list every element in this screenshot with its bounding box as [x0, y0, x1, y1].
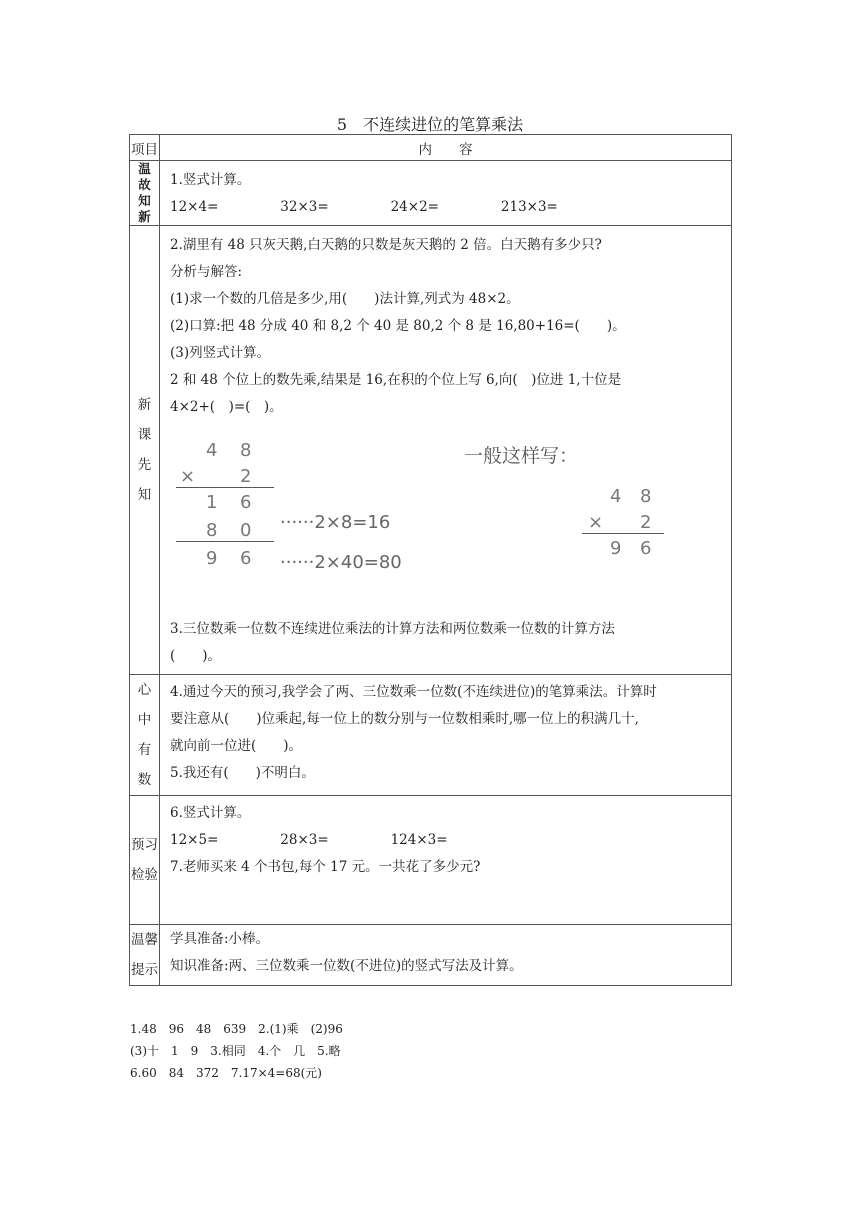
preview-label: 新 课 先 知 — [130, 226, 160, 675]
review-label: 温 故 知 新 — [130, 161, 160, 226]
reflect-row — [130, 675, 732, 796]
q3-blank: ( )。 — [170, 648, 222, 664]
answer-line: 6.60 84 372 7.17×4=68(元) — [130, 1066, 322, 1080]
rule-line — [176, 541, 274, 542]
digit: 0 — [240, 520, 252, 541]
tips-content — [160, 925, 732, 986]
digit: 4 — [610, 486, 622, 507]
q1-items — [170, 194, 725, 221]
check-content — [160, 796, 732, 925]
q4-line3: 就向前一位进( )。 — [170, 738, 303, 754]
q1-title: 1.竖式计算。 — [170, 172, 251, 188]
tools-prep: 学具准备:小棒。 — [170, 931, 270, 947]
digit: 6 — [240, 492, 252, 513]
page-title: 5 不连续进位的笔算乘法 — [336, 115, 524, 134]
tips-label: 温馨 提示 — [130, 925, 160, 986]
table-header-row — [130, 135, 732, 161]
rule-line — [176, 487, 274, 488]
q4-line1: 4.通过今天的预习,我学会了两、三位数乘一位数(不连续进位)的笔算乘法。计算时 — [170, 684, 657, 700]
header-item: 项目 — [130, 135, 160, 161]
step3-detail2: 4×2+( )=( )。 — [170, 399, 283, 415]
q3-text: 3.三位数乘一位数不连续进位乘法的计算方法和两位数乘一位数的计算方法 — [170, 621, 615, 637]
rule-line — [582, 533, 664, 534]
digit: 2 — [240, 466, 252, 487]
knowledge-prep: 知识准备:两、三位数乘一位数(不进位)的竖式写法及计算。 — [170, 958, 523, 974]
review-row — [130, 161, 732, 226]
q6-item: 124×3= — [390, 832, 448, 848]
times-sign: × — [588, 512, 604, 533]
step2: (2)口算:把 48 分成 40 和 8,2 个 40 是 80,2 个 8 是 16,80+16=( )。 — [170, 318, 626, 334]
answer-line: 1.48 96 48 639 2.(1)乘 (2)96 — [130, 1022, 343, 1036]
digit: 4 — [206, 440, 218, 461]
times-sign: × — [180, 466, 196, 487]
lesson-table — [129, 134, 732, 986]
q1-item: 32×3= — [280, 199, 329, 215]
q6-items — [170, 827, 725, 854]
answer-key — [130, 1018, 343, 1084]
hint-80: ······2×40=80 — [280, 552, 402, 573]
step1: (1)求一个数的几倍是多少,用( )法计算,列式为 48×2。 — [170, 291, 520, 307]
digit: 9 — [206, 548, 218, 569]
analysis-label: 分析与解答: — [170, 264, 243, 280]
q2-text: 2.湖里有 48 只灰天鹅,白天鹅的只数是灰天鹅的 2 倍。白天鹅有多少只? — [170, 237, 602, 253]
q7: 7.老师买来 4 个书包,每个 17 元。一共花了多少元? — [170, 859, 481, 875]
vertical-multiplication-figure — [170, 421, 725, 616]
answer-line: (3)十 1 9 3.相同 4.个 几 5.略 — [130, 1044, 341, 1058]
q4-line2: 要注意从( )位乘起,每一位上的数分别与一位数相乘时,哪一位上的积满几十, — [170, 711, 639, 727]
digit: 2 — [640, 512, 652, 533]
q6-item: 12×5= — [170, 832, 219, 848]
step3-detail: 2 和 48 个位上的数先乘,结果是 16,在积的个位上写 6,向( )位进 1,十位是 — [170, 372, 622, 388]
digit: 8 — [240, 440, 252, 461]
step3: (3)列竖式计算。 — [170, 345, 271, 361]
q6-title: 6.竖式计算。 — [170, 805, 251, 821]
q6-item: 28×3= — [280, 832, 329, 848]
q5: 5.我还有( )不明白。 — [170, 765, 315, 781]
hint-16: ······2×8=16 — [280, 512, 391, 533]
digit: 6 — [240, 548, 252, 569]
digit: 1 — [206, 492, 218, 513]
check-label: 预习 检验 — [130, 796, 160, 925]
q1-item: 24×2= — [390, 199, 439, 215]
digit: 8 — [206, 520, 218, 541]
tips-row — [130, 925, 732, 986]
review-content — [160, 161, 732, 226]
check-row — [130, 796, 732, 925]
q1-item: 213×3= — [500, 199, 558, 215]
digit: 6 — [640, 538, 652, 559]
q1-item: 12×4= — [170, 199, 219, 215]
header-content: 内 容 — [160, 135, 732, 161]
preview-row — [130, 226, 732, 675]
digit: 8 — [640, 486, 652, 507]
right-caption: 一般这样写： — [464, 445, 579, 467]
preview-content — [160, 226, 732, 675]
digit: 9 — [610, 538, 622, 559]
reflect-content — [160, 675, 732, 796]
reflect-label: 心 中 有 数 — [130, 675, 160, 796]
